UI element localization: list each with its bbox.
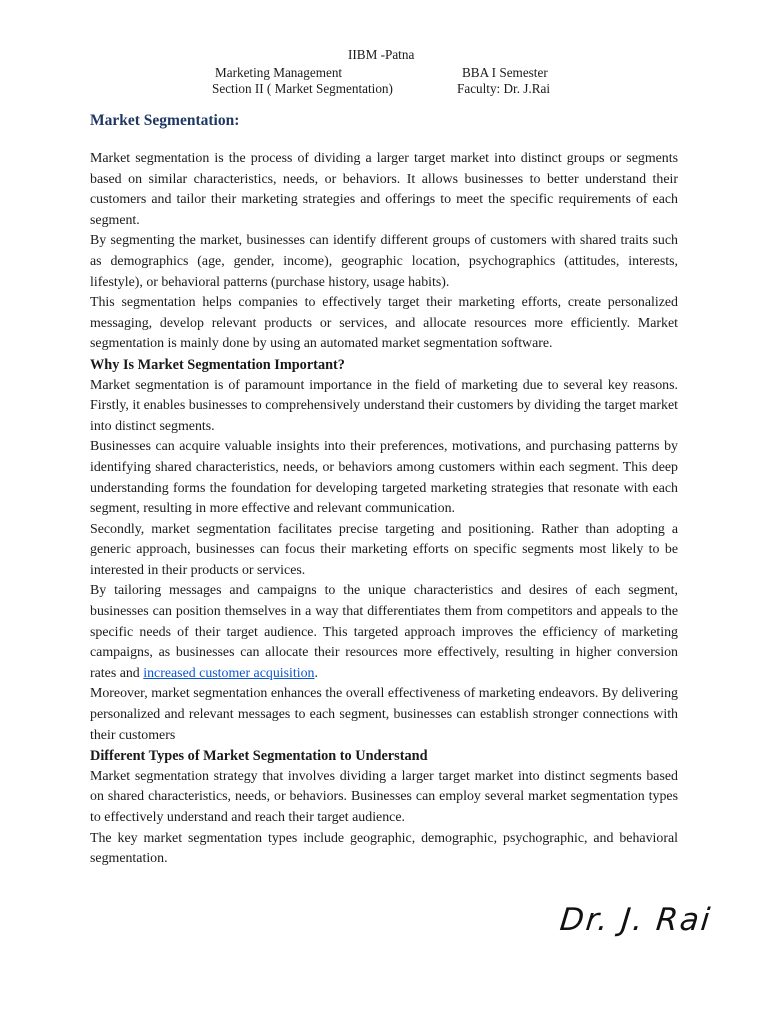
types-paragraph-2: The key market segmentation types include geographic, demographic, psychographic, and behavioral segmentation. [90,830,678,867]
paragraph-4-text: By tailoring messages and campaigns to the unique characteristics and desires of each segment, businesses can position themselves in a way that differentiates them from competitors and appeals to the specific needs of their target audience. This targeted approach improves the efficiency of marketing campaigns, as businesses can allocate their resources more effectively, resulting in higher conversion rates and [90,583,678,681]
semester-label: BBA I Semester [462,65,548,80]
intro-paragraph-3: This segmentation helps companies to effectively target their marketing efforts, create personalized messaging, develop relevant products or services, and allocate resources more efficiently. Market segmentation is mainly done by using an automated market segmentation software. [90,295,678,352]
types-paragraph-1: Market segmentation strategy that involves dividing a larger target market into distinct segments based on shared characteristics, needs, or behaviors. Businesses can employ several market segmentation types to effectively understand and reach their target audience. [90,768,678,825]
importance-paragraph-2: Businesses can acquire valuable insights into their preferences, motivations, and purchasing patterns by identifying shared characteristics, needs, or behaviors among customers within each segment. This deep understanding forms the foundation for developing targeted marketing strategies that resonate with each segment, resulting in more effective and relevant communication. [90,439,678,517]
institute-name: IIBM -Patna [348,47,415,62]
customer-acquisition-link[interactable]: increased customer acquisition [143,665,315,681]
intro-paragraph-2: By segmenting the market, businesses can identify different groups of customers with shared traits such as demographics (age, gender, income), geographic location, psychographics (attitudes, interests, lifestyle), or behavioral patterns (purchase history, usage habits). [90,233,678,290]
intro-paragraph-1: Market segmentation is the process of dividing a larger target market into distinct groups or segments based on similar characteristics, needs, or behaviors. It allows businesses to better understand their customers and tailor their marketing strategies and offerings to meet the specific requirements of each segment. [90,151,678,228]
document-body [90,111,678,870]
signature: Dr. J. Rai [558,902,714,938]
faculty-label: Faculty: Dr. J.Rai [457,81,551,96]
importance-paragraph-1: Market segmentation is of paramount importance in the field of marketing due to several key reasons. Firstly, it enables businesses to comprehensively understand their customers by dividing the target market into distinct segments. [90,377,678,434]
course-name: Marketing Management [215,65,343,80]
importance-heading: Why Is Market Segmentation Important? [90,356,345,373]
importance-paragraph-4 [90,581,678,684]
importance-paragraph-3: Secondly, market segmentation facilitates precise targeting and positioning. Rather than adopting a generic approach, businesses can focus their marketing efforts on specific segments most likely to be interested in their products or services. [90,521,678,578]
paragraph-4-end: . [314,665,318,681]
types-heading: Different Types of Market Segmentation to Understand [90,748,428,765]
section-label: Section II ( Market Segmentation) [212,81,393,96]
page-title: Market Segmentation: [90,112,240,129]
importance-paragraph-5: Moreover, market segmentation enhances the overall effectiveness of marketing endeavors. By delivering personalized and relevant messages to each segment, businesses can establish stronger connections with their customers [90,686,678,743]
